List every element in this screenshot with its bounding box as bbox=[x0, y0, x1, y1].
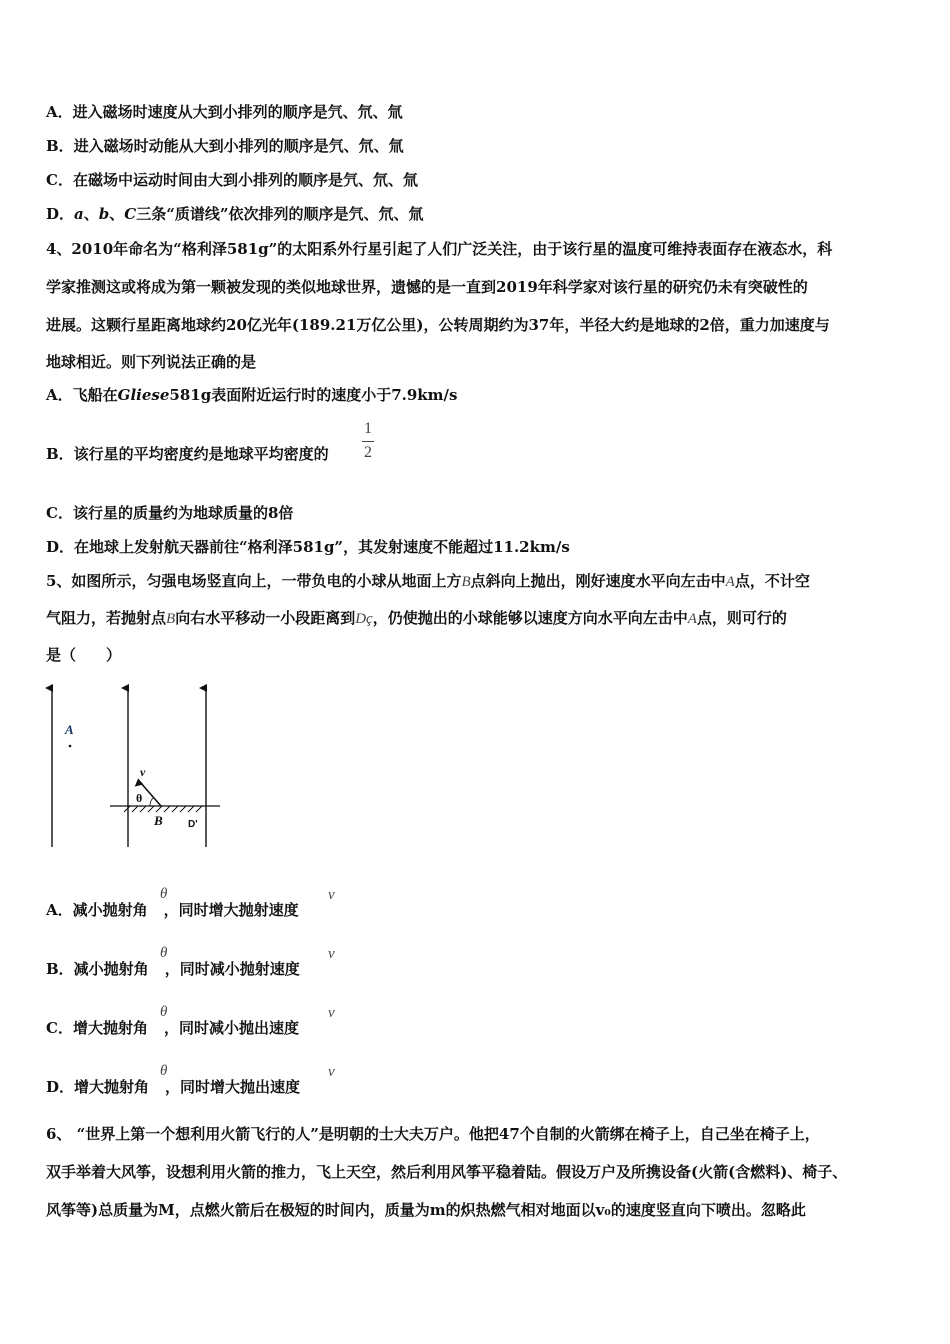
q3-option-d bbox=[46, 204, 424, 224]
label-theta: θ bbox=[136, 791, 143, 805]
q3-option-a: A．进入磁场时速度从大到小排列的顺序是氕、氘、氚 bbox=[46, 103, 403, 121]
q4-option-b-fraction bbox=[361, 420, 375, 466]
theta-symbol: θ bbox=[160, 886, 168, 902]
fraction-numerator: 1 bbox=[364, 420, 372, 437]
label-v: v bbox=[140, 765, 146, 779]
q5-stem-line1 bbox=[46, 571, 810, 592]
theta-symbol: θ bbox=[160, 1063, 168, 1079]
q5-point-a-2: A bbox=[687, 611, 697, 627]
q4-stem-line4: 地球相近。则下列说法正确的是 bbox=[46, 353, 257, 371]
q3-option-d-prefix: D． bbox=[46, 205, 75, 223]
q5-stem-line2 bbox=[46, 608, 787, 629]
q4-option-c: C．该行星的质量约为地球质量的8倍 bbox=[46, 504, 294, 522]
theta-symbol: θ bbox=[160, 945, 168, 961]
q5-option-text: ，同时减小抛射速度 bbox=[164, 960, 300, 978]
q5-option-text: ，同时增大抛射速度 bbox=[163, 901, 299, 919]
q5-option-text: ，同时减小抛出速度 bbox=[163, 1019, 299, 1037]
q5-line2-text-c: ，仍使抛出的小球能够以速度方向水平向左击中 bbox=[372, 609, 688, 627]
q5-line1-text-c: 点，不计空 bbox=[734, 572, 810, 590]
q4-option-b: B．该行星的平均密度约是地球平均密度的 bbox=[46, 445, 329, 463]
target-point-a bbox=[69, 745, 72, 748]
q5-option-prefix: A．减小抛射角 bbox=[46, 901, 148, 919]
q5-point-a: A bbox=[725, 574, 735, 590]
q6-stem-line3: 风筝等)总质量为M，点燃火箭后在极短的时间内，质量为m的炽热燃气相对地面以v₀的速度竖直向下喷出。忽略此 bbox=[46, 1201, 806, 1219]
q5-point-b-2: B bbox=[166, 611, 176, 627]
q5-line1-text-a: 5、如图所示，匀强电场竖直向上，一带负电的小球从地面上方 bbox=[46, 572, 462, 590]
q5-line2-text-b: 向右水平移动一小段距离到 bbox=[175, 609, 356, 627]
q4-stem-line2: 学家推测这或将成为第一颗被发现的类似地球世界，遗憾的是一直到2019年科学家对该行星的研究仍未有突破性的 bbox=[46, 278, 808, 296]
fraction-bar bbox=[362, 441, 374, 442]
q4-option-a bbox=[46, 385, 457, 405]
q5-option-prefix: D．增大抛射角 bbox=[46, 1078, 150, 1096]
q5-point-b: B bbox=[461, 574, 471, 590]
velocity-symbol: v bbox=[328, 887, 335, 903]
angle-arc bbox=[150, 798, 153, 806]
velocity-symbol: v bbox=[328, 1064, 335, 1080]
label-point-b: B bbox=[154, 813, 163, 828]
q5-line2-text-a: 气阻力，若抛射点 bbox=[46, 609, 167, 627]
q3-option-c: C．在磁场中运动时间由大到小排列的顺序是氕、氘、氚 bbox=[46, 171, 418, 189]
q4-option-a-prefix: A．飞船在 bbox=[46, 386, 118, 404]
q5-option-text: ，同时增大抛出速度 bbox=[165, 1078, 301, 1096]
label-point-a: A bbox=[65, 722, 74, 737]
q5-option bbox=[46, 1018, 299, 1038]
q4-stem-line1: 4、2010年命名为“格利泽581g”的太阳系外行星引起了人们广泛关注，由于该行星的温度可维持表面存在液态水，科 bbox=[46, 240, 833, 258]
q6-stem-line2: 双手举着大风筝，设想利用火箭的推力，飞上天空，然后利用风筝平稳着陆。假设万户及所携设备(火箭(含燃料)、椅子、 bbox=[46, 1163, 848, 1181]
q5-line1-text-b: 点斜向上抛出，刚好速度水平向左击中 bbox=[470, 572, 726, 590]
q5-stem-line3: 是（ ） bbox=[46, 646, 122, 664]
q5-option-prefix: B．减小抛射角 bbox=[46, 960, 149, 978]
q3-option-d-rest: 三条“质谱线”依次排列的顺序是氕、氘、氚 bbox=[136, 205, 424, 223]
velocity-symbol: v bbox=[328, 1005, 335, 1021]
theta-symbol: θ bbox=[160, 1004, 168, 1020]
q3-option-d-b: b bbox=[98, 205, 110, 223]
fraction-denominator: 2 bbox=[364, 444, 372, 461]
label-point-d: D' bbox=[188, 819, 198, 830]
q6-stem-line1: 6、 “世界上第一个想利用火箭飞行的人”是明朝的士大夫万户。他把47个自制的火箭绑在椅子上，自己坐在椅子上， bbox=[46, 1125, 820, 1143]
velocity-symbol: v bbox=[328, 946, 335, 962]
q3-option-d-sep1: 、 bbox=[83, 205, 99, 223]
q5-line2-text-d: 点，则可行的 bbox=[696, 609, 787, 627]
q5-point-d: Dç bbox=[355, 611, 373, 627]
q4-stem-line3: 进展。这颗行星距离地球约20亿光年(189.21万亿公里)，公转周期约为37年，半径大约是地球的2倍，重力加速度与 bbox=[46, 316, 830, 334]
q5-option bbox=[46, 1077, 300, 1097]
q3-option-d-sep2: 、 bbox=[109, 205, 125, 223]
q3-option-d-a: a bbox=[74, 205, 84, 223]
q4-option-a-gliese: Gliese bbox=[117, 386, 170, 404]
ground-hatching bbox=[124, 806, 202, 812]
q5-option-prefix: C．增大抛射角 bbox=[46, 1019, 148, 1037]
q5-option bbox=[46, 959, 300, 979]
q3-option-d-c: C bbox=[124, 205, 137, 223]
q5-option bbox=[46, 900, 299, 920]
q4-option-d: D．在地球上发射航天器前往“格利泽581g”，其发射速度不能超过11.2km/s bbox=[46, 538, 570, 556]
q4-option-a-rest: 581g表面附近运行时的速度小于7.9km/s bbox=[169, 386, 458, 404]
q3-option-b: B．进入磁场时动能从大到小排列的顺序是氕、氘、氚 bbox=[46, 137, 404, 155]
q5-field-diagram bbox=[40, 682, 230, 852]
